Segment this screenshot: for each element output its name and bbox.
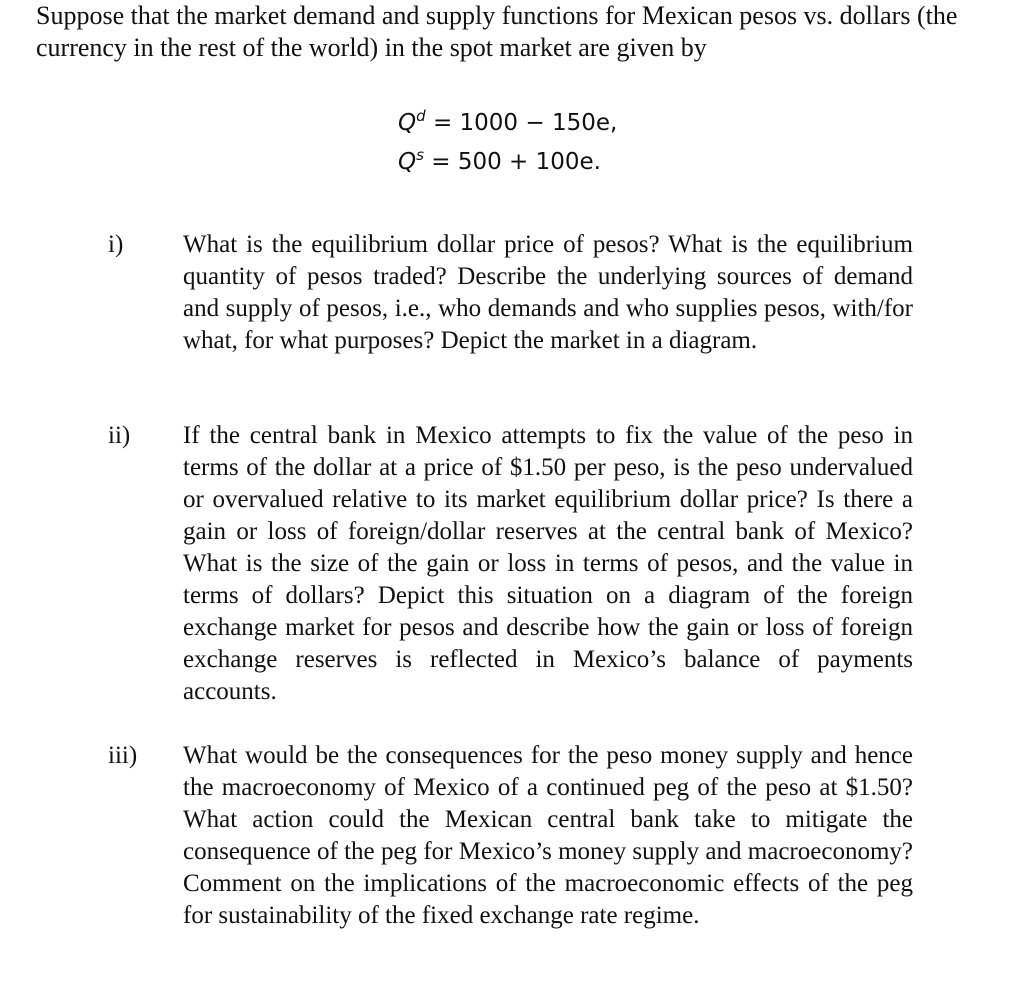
question-label: i): [108, 231, 124, 258]
question-text: What would be the consequences for the peso money supply and hence the macroeconomy of Mexico of a continued peg of the peso at $1.50? What action could the Mexican central bank take to mitigate the consequence of the peg for Mexico’s money supply and macroeconomy? Comment on the implications of the macroeconomic effects of the peg for sustainability of the fixed exchange rate regime.: [183, 742, 913, 929]
question-text: What is the equilibrium dollar price of pesos? What is the equilibrium quantity of pesos traded? Describe the underlying sources of demand and supply of pesos, i.e., who demands and who supplies pesos, with/for what, for what purposes? Depict the market in a diagram.: [183, 231, 913, 354]
supply-equation: [398, 139, 617, 178]
demand-equation: [398, 100, 617, 139]
supply-equation-rhs: = 500 + 100e.: [431, 149, 601, 175]
demand-equation-rhs: = 1000 − 150e,: [432, 110, 618, 136]
demand-equation-lhs: Q: [398, 110, 417, 136]
intro-paragraph: Suppose that the market demand and supply functions for Mexican pesos vs. dollars (the currency in the rest of the world) in the spot market are given by: [36, 1, 958, 62]
demand-equation-superscript: d: [416, 107, 426, 125]
supply-equation-superscript: s: [416, 146, 424, 164]
question-text: If the central bank in Mexico attempts to fix the value of the peso in terms of the dollar at a price of $1.50 per peso, is the peso undervalued or overvalued relative to its market equilibrium dollar price? Is there a gain or loss of foreign/dollar reserves at the central bank of Mexico? What is the size of the gain or loss in terms of pesos, and the value in terms of dollars? Depict this situation on a diagram of the foreign exchange market for pesos and describe how the gain or loss of foreign exchange reserves is reflected in Mexico’s balance of payments accounts.: [183, 422, 913, 705]
supply-equation-lhs: Q: [398, 149, 417, 175]
question-label: iii): [108, 742, 138, 769]
question-label: ii): [108, 422, 131, 449]
equations-block: [398, 100, 617, 178]
